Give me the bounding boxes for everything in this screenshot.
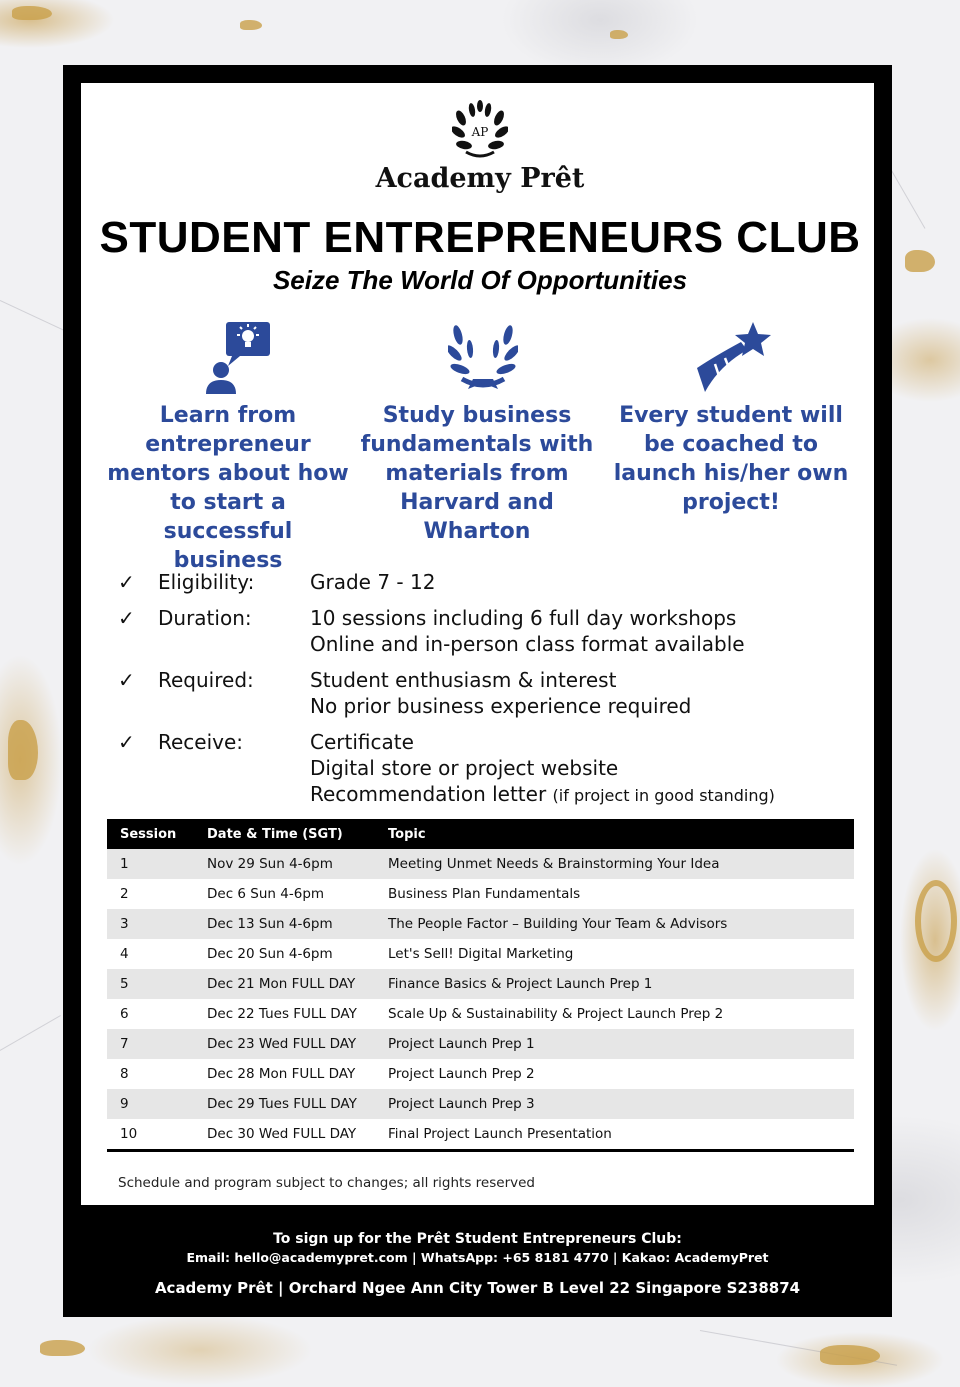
session-topic: Let's Sell! Digital Marketing [388,946,574,962]
session-date: Dec 21 Mon FULL DAY [207,976,356,992]
mentor-idea-icon [204,320,272,394]
table-row [107,879,854,909]
session-date: Dec 22 Tues FULL DAY [207,1006,357,1022]
duration-value: Online and in-person class format available [310,632,745,656]
feature-mentors-text: Learn from entrepreneur mentors about how to start a successful business [107,403,349,573]
required-label: Required: [158,668,254,692]
session-topic: Scale Up & Sustainability & Project Launch Prep 2 [388,1006,724,1022]
session-number: 5 [120,976,129,992]
table-row [107,849,854,879]
table-row [107,1089,854,1119]
header-date: Date & Time (SGT) [207,827,343,842]
session-date: Dec 6 Sun 4-6pm [207,886,325,902]
schedule-table [107,819,854,1152]
receive-label: Receive: [158,730,244,754]
checkmark-icon: ✓ [118,730,135,754]
session-number: 9 [120,1096,129,1112]
session-date: Dec 20 Sun 4-6pm [207,946,333,962]
table-row [107,969,854,999]
eligibility-value: Grade 7 - 12 [310,570,436,594]
eligibility-label: Eligibility: [158,570,255,594]
footer-address-text: Academy Prêt | Orchard Ngee Ann City Tower B Level 22 Singapore S238874 [154,1279,801,1297]
page-title: STUDENT ENTREPRENEURS CLUB [99,213,861,262]
gold-fleck [915,880,957,962]
table-row [107,1029,854,1059]
session-topic: Project Launch Prep 2 [388,1066,535,1082]
page-subtitle: Seize The World Of Opportunities [272,265,688,295]
session-number: 2 [120,886,129,902]
header-topic: Topic [388,827,426,842]
session-number: 1 [120,856,129,872]
gold-fleck [240,20,262,30]
brand-name: Academy Prêt [375,163,585,194]
shooting-star-icon [695,320,771,394]
duration-value: 10 sessions including 6 full day workshops [310,606,737,630]
session-number: 6 [120,1006,129,1022]
session-date: Dec 29 Tues FULL DAY [207,1096,357,1112]
session-date: Nov 29 Sun 4-6pm [207,856,333,872]
academy-wreath-logo-icon [452,100,508,162]
session-topic: Business Plan Fundamentals [388,886,581,902]
session-date: Dec 23 Wed FULL DAY [207,1036,357,1052]
table-row [107,939,854,969]
required-value: Student enthusiasm & interest [310,668,617,692]
session-topic: Project Launch Prep 3 [388,1096,535,1112]
footer-signup-text: To sign up for the Prêt Student Entrepreneurs Club: [273,1231,682,1247]
schedule-header [107,819,854,849]
table-row [107,909,854,939]
checkmark-icon: ✓ [118,668,135,692]
receive-value: Recommendation letter [310,782,547,806]
session-topic: Final Project Launch Presentation [388,1126,612,1142]
duration-label: Duration: [158,606,252,630]
gold-fleck [40,1340,85,1356]
session-number: 8 [120,1066,129,1082]
table-bottom-rule [107,1149,854,1152]
session-date: Dec 13 Sun 4-6pm [207,916,333,932]
laurel-wreath-icon [448,325,518,391]
gold-fleck [820,1345,880,1365]
session-number: 4 [120,946,129,962]
session-topic: The People Factor – Building Your Team & Advisors [388,916,728,932]
session-topic: Finance Basics & Project Launch Prep 1 [388,976,653,992]
logo-monogram: AP [471,125,489,139]
checkmark-icon: ✓ [118,570,135,594]
marble-vein [0,1015,61,1051]
feature-fundamentals-text: Study business fundamentals with materials from Harvard and Wharton [360,403,594,544]
session-topic: Meeting Unmet Needs & Brainstorming Your Idea [388,856,720,872]
checkmark-icon: ✓ [118,606,135,630]
feature-coaching-text: Every student will be coached to launch his/her own project! [613,403,849,515]
gold-fleck [8,720,38,780]
disclaimer-text: Schedule and program subject to changes; all rights reserved [118,1175,535,1191]
table-row [107,1119,854,1149]
table-row [107,1059,854,1089]
session-number: 10 [120,1126,138,1142]
session-number: 3 [120,916,129,932]
receive-value: Certificate [310,730,414,754]
footer-contact-text: Email: hello@academypret.com | WhatsApp: +65 8181 4770 | Kakao: AcademyPret [186,1250,769,1265]
session-date: Dec 30 Wed FULL DAY [207,1126,357,1142]
receive-note: (if project in good standing) [552,786,775,805]
session-topic: Project Launch Prep 1 [388,1036,535,1052]
table-row [107,999,854,1029]
required-value: No prior business experience required [310,694,692,718]
header-session: Session [120,827,177,842]
session-number: 7 [120,1036,129,1052]
session-date: Dec 28 Mon FULL DAY [207,1066,356,1082]
gold-fleck [610,30,628,39]
gold-fleck [12,6,52,20]
receive-value: Digital store or project website [310,756,619,780]
